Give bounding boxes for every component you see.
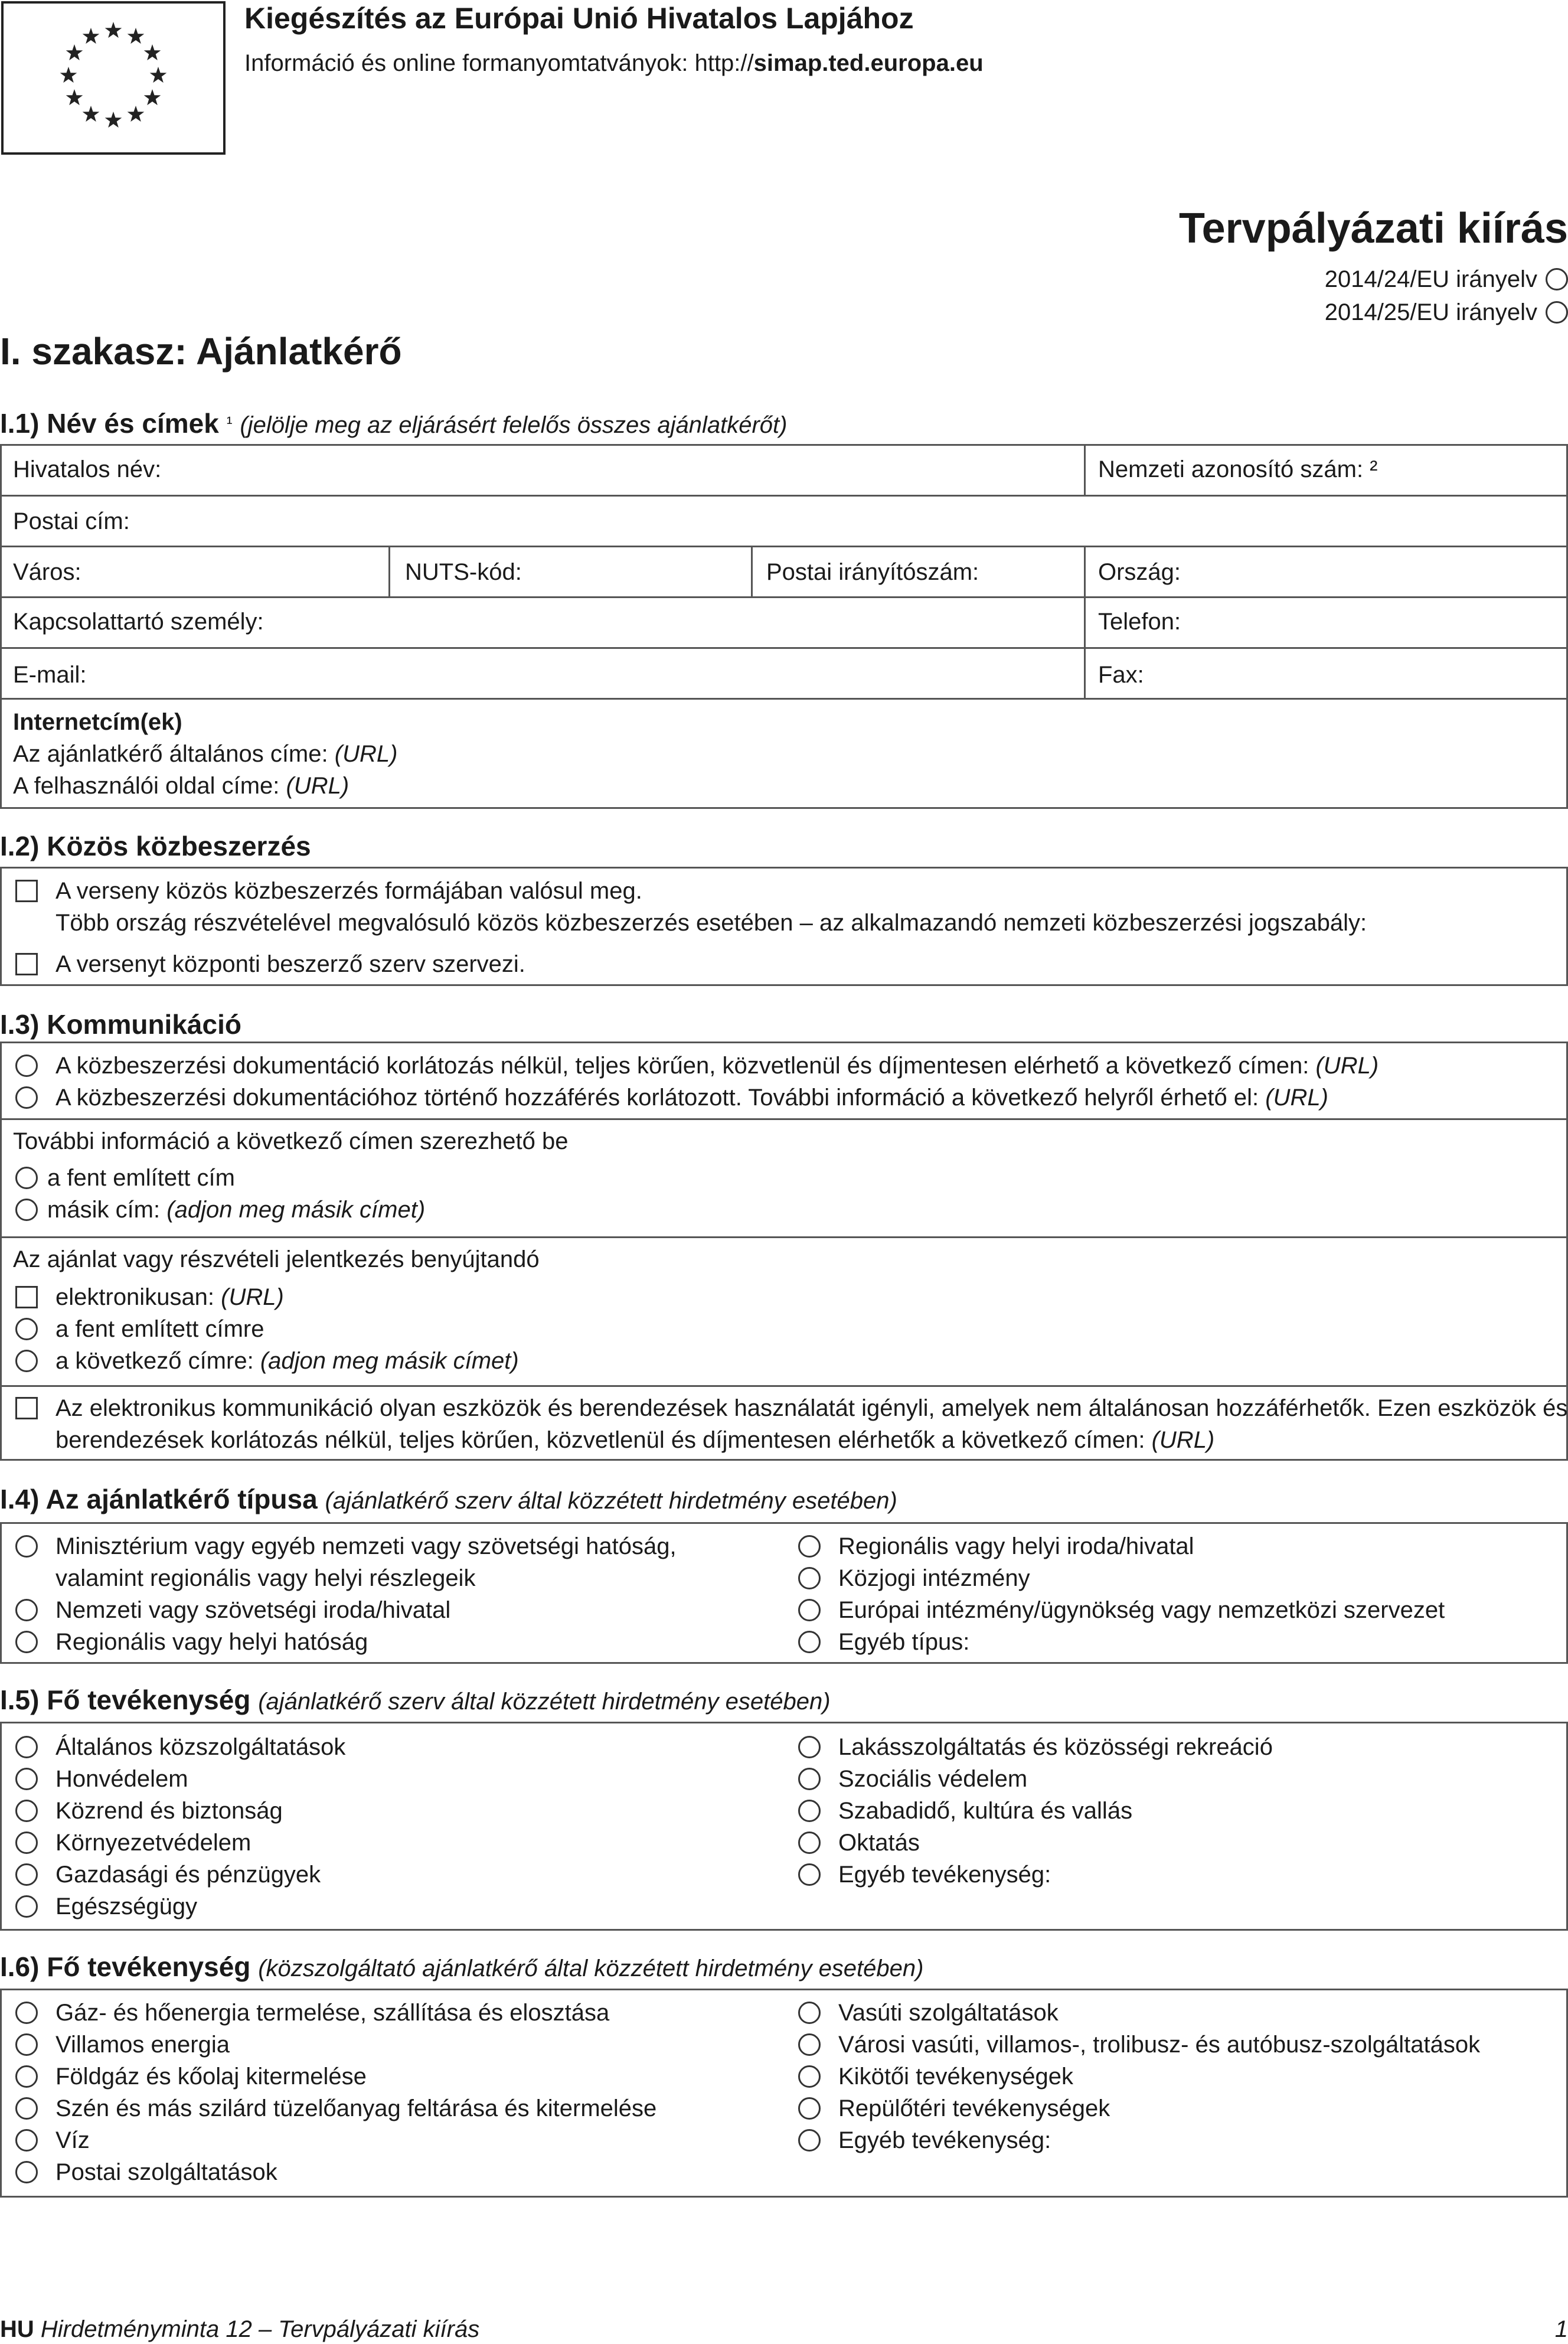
- doc-free-text: A közbeszerzési dokumentáció korlátozás nélkül, teljes körűen, közvetlenül és díjmentesen elérhető a következő címen:: [55, 1053, 1309, 1079]
- activity-label: Általános közszolgáltatások: [55, 1734, 346, 1760]
- utility-activity-label: Egyéb tevékenység:: [838, 2127, 1051, 2153]
- i6-note: (közszolgáltató ajánlatkérő által közzétett hirdetmény esetében): [258, 1955, 924, 1981]
- doc-free-radio[interactable]: [15, 1055, 38, 1077]
- postal-address-field[interactable]: Postai cím:: [13, 508, 130, 534]
- activity-label: Közrend és biztonság: [55, 1798, 283, 1824]
- footer-form: Hirdetményminta 12 – Tervpályázati kiírás: [40, 2316, 480, 2342]
- postcode-field[interactable]: Postai irányítószám:: [766, 559, 979, 585]
- activity-label: Honvédelem: [55, 1766, 188, 1792]
- i1-footnote: ¹: [226, 413, 233, 433]
- more-info-above-label: a fent említett cím: [47, 1165, 235, 1191]
- url-hint: (URL): [1151, 1427, 1215, 1453]
- divider: [751, 546, 753, 598]
- utility-activity-radio[interactable]: [798, 2033, 821, 2056]
- i3-heading-text: I.3) Kommunikáció: [0, 1009, 241, 1040]
- body-public-law-label: Közjogi intézmény: [838, 1565, 1030, 1591]
- country-field[interactable]: Ország:: [1098, 559, 1181, 585]
- buyer-profile-label: A felhasználói oldal címe:: [13, 773, 280, 799]
- ministry-label-cont: valamint regionális vagy helyi részlegeik: [55, 1565, 476, 1591]
- activity-radio[interactable]: [15, 1768, 38, 1790]
- directive-2014-24-option[interactable]: [1325, 263, 1568, 295]
- doc-restricted-text: A közbeszerzési dokumentációhoz történő hozzáférés korlátozott. További információ a következő helyről érhető el:: [55, 1085, 1259, 1111]
- nuts-field[interactable]: NUTS-kód:: [405, 559, 522, 585]
- activity-radio[interactable]: [798, 1736, 821, 1758]
- divider: [1084, 546, 1086, 699]
- joint-procurement-label: A verseny közös közbeszerzés formájában valósul meg.: [55, 878, 642, 904]
- utility-activity-radio[interactable]: [798, 2002, 821, 2024]
- eu-institution-label: Európai intézmény/ügynökség vagy nemzetközi szervezet: [838, 1597, 1445, 1623]
- activity-radio[interactable]: [15, 1863, 38, 1886]
- i4-heading-text: I.4) Az ajánlatkérő típusa: [0, 1484, 318, 1514]
- other-address-hint: (adjon meg másik címet): [260, 1348, 519, 1374]
- utility-activity-radio[interactable]: [798, 2065, 821, 2088]
- general-address-field[interactable]: [13, 738, 397, 770]
- regional-agency-radio[interactable]: [798, 1535, 821, 1558]
- more-info-other-label: [47, 1194, 425, 1226]
- utility-activity-label: Postai szolgáltatások: [55, 2159, 277, 2185]
- i6-heading: [0, 1950, 923, 1986]
- eu-flag-logo: [1, 1, 226, 155]
- special-tools-line-2: [55, 1424, 1214, 1456]
- central-purchasing-checkbox[interactable]: [15, 953, 38, 975]
- joint-procurement-checkbox[interactable]: [15, 880, 38, 902]
- regional-authority-radio[interactable]: [15, 1631, 38, 1653]
- submit-following-label: [55, 1345, 519, 1377]
- activity-radio[interactable]: [15, 1736, 38, 1758]
- utility-activity-label: Kikötői tevékenységek: [838, 2064, 1074, 2090]
- utility-activity-radio[interactable]: [15, 2161, 38, 2183]
- utility-activity-label: Vasúti szolgáltatások: [838, 2000, 1059, 2026]
- activity-radio[interactable]: [798, 1832, 821, 1854]
- activity-label: Környezetvédelem: [55, 1830, 251, 1856]
- utility-activity-label: Repülőtéri tevékenységek: [838, 2095, 1110, 2121]
- url-hint: (URL): [221, 1284, 284, 1310]
- divider: [0, 546, 1568, 547]
- special-tools-line-1: Az elektronikus kommunikáció olyan eszközök és berendezések használatát igényli, amelyek nem általánosan hozzáférhetők. Ezen eszközök és: [55, 1395, 1568, 1421]
- activity-radio[interactable]: [798, 1863, 821, 1886]
- more-info-other-text: másik cím:: [47, 1197, 161, 1223]
- activity-label: Szabadidő, kultúra és vallás: [838, 1798, 1133, 1824]
- utility-activity-radio[interactable]: [798, 2097, 821, 2120]
- i1-note: (jelölje meg az eljárásért felelős összes ajánlatkérőt): [240, 412, 788, 438]
- doc-restricted-label: [55, 1082, 1328, 1114]
- i4-heading: [0, 1482, 897, 1518]
- national-id-field[interactable]: Nemzeti azonosító szám: ²: [1098, 456, 1378, 482]
- divider: [0, 596, 1568, 598]
- utility-activity-radio[interactable]: [798, 2129, 821, 2152]
- i4-note: (ajánlatkérő szerv által közzétett hirdetmény esetében): [325, 1488, 897, 1514]
- utility-activity-label: Városi vasúti, villamos-, trolibusz- és autóbusz-szolgáltatások: [838, 2032, 1481, 2058]
- header-info: [244, 47, 984, 79]
- i5-note: (ajánlatkérő szerv által közzétett hirdetmény esetében): [258, 1689, 831, 1715]
- directive-2014-24-radio[interactable]: [1546, 268, 1568, 290]
- more-info-label: További információ a következő címen szerezhető be: [13, 1128, 569, 1154]
- activity-label: Egyéb tevékenység:: [838, 1862, 1051, 1888]
- url-hint: (URL): [1315, 1053, 1379, 1079]
- divider: [0, 495, 1568, 497]
- activity-label: Oktatás: [838, 1830, 920, 1856]
- city-field[interactable]: Város:: [13, 559, 81, 585]
- contact-person-field[interactable]: Kapcsolattartó személy:: [13, 609, 264, 635]
- divider: [1084, 444, 1086, 496]
- more-info-other-radio[interactable]: [15, 1199, 38, 1221]
- submit-following-text: a következő címre:: [55, 1348, 254, 1374]
- submit-above-radio[interactable]: [15, 1318, 38, 1340]
- fax-field[interactable]: Fax:: [1098, 662, 1144, 688]
- divider: [0, 698, 1568, 700]
- submit-electronic-checkbox[interactable]: [15, 1286, 38, 1308]
- utility-activity-radio[interactable]: [15, 2097, 38, 2120]
- joint-procurement-note: Több ország részvételével megvalósuló közös közbeszerzés esetében – az alkalmazandó nemzeti közbeszerzési jogszabály:: [55, 910, 1367, 936]
- utility-activity-label: Gáz- és hőenergia termelése, szállítása és elosztása: [55, 2000, 610, 2026]
- activity-label: Lakásszolgáltatás és közösségi rekreáció: [838, 1734, 1273, 1760]
- header-title: Kiegészítés az Európai Unió Hivatalos Lapjához: [244, 2, 914, 35]
- submit-above-label: a fent említett címre: [55, 1316, 264, 1342]
- buyer-profile-field[interactable]: [13, 770, 349, 802]
- eu-institution-radio[interactable]: [798, 1599, 821, 1621]
- footer-page-number: 1: [1554, 2316, 1568, 2342]
- footer-form-name: [0, 2314, 479, 2344]
- directive-2014-25-label: 2014/25/EU irányelv: [1324, 299, 1537, 325]
- general-address-label: Az ajánlatkérő általános címe:: [13, 741, 328, 767]
- activity-radio[interactable]: [798, 1768, 821, 1790]
- utility-activity-label: Földgáz és kőolaj kitermelése: [55, 2064, 367, 2090]
- utility-activity-radio[interactable]: [15, 2065, 38, 2088]
- document-title: Tervpályázati kiírás: [1178, 205, 1568, 252]
- header-info-prefix: Információ és online formanyomtatványok: http://: [244, 50, 754, 76]
- directive-2014-24-label: 2014/24/EU irányelv: [1324, 266, 1537, 292]
- i5-heading-text: I.5) Fő tevékenység: [0, 1684, 251, 1715]
- utility-activity-radio[interactable]: [15, 2033, 38, 2056]
- ministry-radio[interactable]: [15, 1535, 38, 1558]
- doc-restricted-radio[interactable]: [15, 1086, 38, 1109]
- divider: [0, 1236, 1568, 1238]
- i1-heading: [0, 406, 787, 442]
- activity-radio[interactable]: [798, 1800, 821, 1822]
- special-tools-line-2-text: berendezések korlátozás nélkül, teljes körűen, közvetlenül és díjmentesen elérhetők a következő címen:: [55, 1427, 1145, 1453]
- submit-electronic-text: elektronikusan:: [55, 1284, 215, 1310]
- i3-heading: [0, 1007, 241, 1042]
- other-type-radio[interactable]: [798, 1631, 821, 1653]
- activity-radio[interactable]: [15, 1800, 38, 1822]
- i2-heading-text: I.2) Közös közbeszerzés: [0, 831, 311, 861]
- divider: [388, 546, 390, 598]
- submit-label: Az ajánlat vagy részvételi jelentkezés benyújtandó: [13, 1246, 540, 1272]
- i6-heading-text: I.6) Fő tevékenység: [0, 1951, 251, 1982]
- activity-label: Gazdasági és pénzügyek: [55, 1862, 321, 1888]
- utility-activity-radio[interactable]: [15, 2002, 38, 2024]
- activity-label: Szociális védelem: [838, 1766, 1028, 1792]
- header-info-url[interactable]: simap.ted.europa.eu: [753, 50, 984, 76]
- email-field[interactable]: E-mail:: [13, 662, 87, 688]
- national-agency-label: Nemzeti vagy szövetségi iroda/hivatal: [55, 1597, 451, 1623]
- utility-activity-radio[interactable]: [15, 2129, 38, 2152]
- regional-authority-label: Regionális vagy helyi hatóság: [55, 1629, 368, 1655]
- national-agency-radio[interactable]: [15, 1599, 38, 1621]
- more-info-above-radio[interactable]: [15, 1167, 38, 1189]
- i5-heading: [0, 1683, 831, 1719]
- ministry-label: Minisztérium vagy egyéb nemzeti vagy szövetségi hatóság,: [55, 1533, 677, 1559]
- url-hint: (URL): [1265, 1085, 1328, 1111]
- divider: [0, 1118, 1568, 1120]
- i1-heading-text: I.1) Név és címek: [0, 408, 219, 439]
- activity-radio[interactable]: [15, 1895, 38, 1918]
- footer-lang: HU: [0, 2316, 34, 2342]
- directive-2014-25-radio[interactable]: [1546, 301, 1568, 324]
- central-purchasing-label: A versenyt központi beszerző szerv szervezi.: [55, 951, 525, 977]
- divider: [0, 647, 1568, 649]
- divider: [0, 1385, 1568, 1387]
- other-address-hint: (adjon meg másik címet): [166, 1197, 426, 1223]
- phone-field[interactable]: Telefon:: [1098, 609, 1181, 635]
- regional-agency-label: Regionális vagy helyi iroda/hivatal: [838, 1533, 1194, 1559]
- utility-activity-label: Szén és más szilárd tüzelőanyag feltárása és kitermelése: [55, 2095, 657, 2121]
- directive-2014-25-option[interactable]: [1325, 296, 1568, 328]
- utility-activity-label: Villamos energia: [55, 2032, 230, 2058]
- official-name-field[interactable]: Hivatalos név:: [13, 456, 162, 482]
- submit-electronic-label: [55, 1281, 284, 1313]
- other-type-label: Egyéb típus:: [838, 1629, 970, 1655]
- url-hint: (URL): [286, 773, 349, 799]
- section-title: I. szakasz: Ajánlatkérő: [0, 330, 402, 373]
- i2-heading: [0, 829, 311, 863]
- doc-free-label: [55, 1050, 1378, 1082]
- url-hint: (URL): [334, 741, 398, 767]
- submit-following-radio[interactable]: [15, 1350, 38, 1372]
- internet-heading: Internetcím(ek): [13, 709, 182, 735]
- activity-radio[interactable]: [15, 1832, 38, 1854]
- activity-label: Egészségügy: [55, 1894, 198, 1919]
- utility-activity-label: Víz: [55, 2127, 90, 2153]
- body-public-law-radio[interactable]: [798, 1567, 821, 1589]
- special-tools-checkbox[interactable]: [15, 1397, 38, 1419]
